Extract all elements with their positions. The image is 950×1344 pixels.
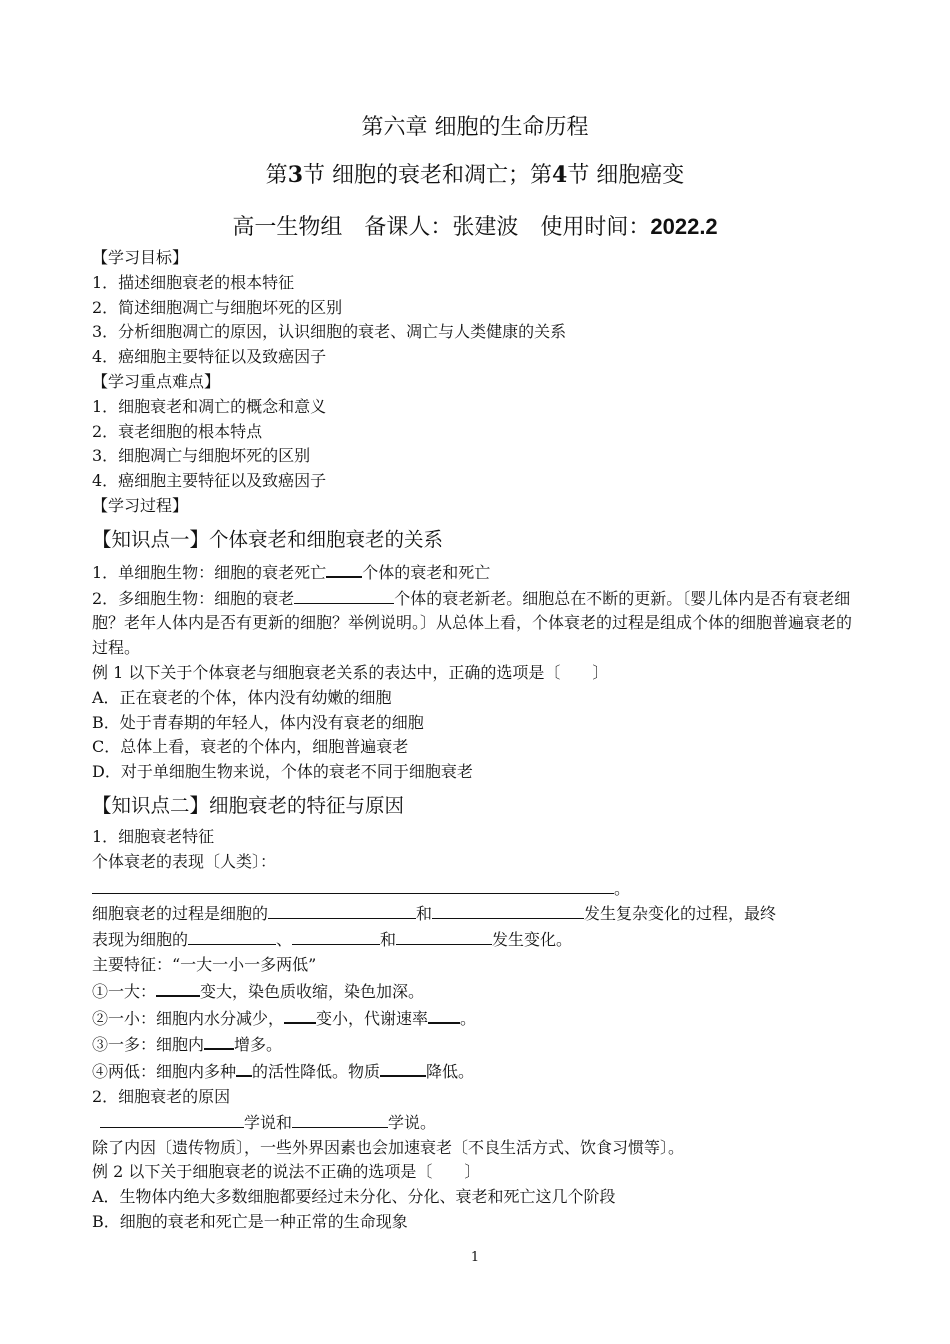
k2-process-line-1: 细胞衰老的过程是细胞的 和 发生复杂变化的过程，最终	[92, 901, 852, 927]
fill-blank[interactable]	[236, 1058, 252, 1077]
process-heading: 【学习过程】	[92, 495, 189, 515]
key-point-item: 1．细胞衰老和凋亡的概念和意义	[92, 396, 327, 416]
document-body	[92, 246, 852, 1235]
k2-external-factors: 除了内因〔遗传物质〕，一些外界因素也会加速衰老〔不良生活方式、饮食习惯等〕。	[92, 1137, 685, 1157]
goal-item: 3．分析细胞凋亡的原因，认识细胞的衰老、凋亡与人类健康的关系	[92, 322, 567, 342]
example-2-question: 例 2 以下关于细胞衰老的说法不正确的选项是〔 〕	[92, 1162, 481, 1182]
section-title-part: 节 细胞癌变	[567, 163, 685, 188]
page-number: 1	[470, 1250, 480, 1265]
k2-individual-aging: 个体衰老的表现〔人类〕：	[92, 851, 277, 871]
example-2-option[interactable]: A．生物体内绝大多数细胞都要经过未分化、分化、衰老和死亡这几个阶段	[92, 1187, 616, 1207]
example-1-option[interactable]: D．对于单细胞生物来说，个体的衰老不同于细胞衰老	[92, 762, 473, 782]
feature-2: ②一小：细胞内水分减少， 变小，代谢速率 。	[92, 1005, 852, 1032]
goal-item: 1．描述细胞衰老的根本特征	[92, 272, 295, 292]
goal-item: 2．简述细胞凋亡与细胞坏死的区别	[92, 297, 343, 317]
fill-blank[interactable]	[380, 1058, 426, 1077]
goal-item: 4．癌细胞主要特征以及致癌因子	[92, 347, 327, 367]
fill-blank[interactable]	[396, 927, 492, 945]
section-title-part: 第	[265, 163, 288, 188]
knowledge-point-1-heading: 【知识点一】个体衰老和细胞衰老的关系	[92, 527, 444, 551]
section-title-part: 节 细胞的衰老和凋亡；第	[303, 163, 552, 188]
k2-subheading-2: 2．细胞衰老的原因	[92, 1086, 231, 1106]
fill-blank[interactable]	[292, 1110, 388, 1128]
usage-date: 2022.2	[650, 214, 718, 239]
group-name: 高一生物组	[232, 215, 343, 240]
fill-blank[interactable]	[428, 1005, 460, 1024]
fill-blank[interactable]	[268, 901, 416, 919]
usage-label: 使用时间：	[540, 215, 651, 240]
document-meta	[0, 210, 950, 241]
preparer: 备课人：张建波	[364, 215, 519, 240]
knowledge-point-2-heading: 【知识点二】细胞衰老的特征与原因	[92, 793, 405, 817]
section-number: 3	[287, 162, 303, 188]
example-2-option[interactable]: B．细胞的衰老和死亡是一种正常的生命现象	[92, 1211, 408, 1231]
k2-answer-line: 。	[92, 875, 852, 902]
section-title	[0, 158, 950, 189]
k1-line-1: 1．单细胞生物：细胞的衰老死亡 个体的衰老和死亡	[92, 559, 852, 586]
key-point-item: 3．细胞凋亡与细胞坏死的区别	[92, 446, 311, 466]
key-point-item: 2．衰老细胞的根本特点	[92, 421, 263, 441]
fill-blank[interactable]	[326, 559, 362, 578]
example-1-question: 例 1 以下关于个体衰老与细胞衰老关系的表达中，正确的选项是〔 〕	[92, 662, 609, 682]
fill-blank[interactable]	[432, 901, 584, 919]
fill-blank[interactable]	[294, 586, 394, 604]
fill-blank[interactable]	[156, 978, 200, 997]
goals-heading: 【学习目标】	[92, 248, 189, 267]
fill-blank[interactable]	[188, 927, 276, 945]
feature-3: ③一多：细胞内 增多。	[92, 1031, 852, 1058]
feature-1: ①一大： 变大，染色质收缩，染色加深。	[92, 978, 852, 1005]
k1-line-2: 2．多细胞生物：细胞的衰老 个体的衰老新老。细胞总在不断的更新。〔婴儿体内是否有衰老细胞？老年人体内是否有更新的细胞？举例说明。〕从总体上看，个体衰老的过程是组成个体的细胞普遍衰老的过程。	[92, 586, 852, 661]
example-1-option[interactable]: A．正在衰老的个体，体内没有幼嫩的细胞	[92, 687, 392, 707]
fill-blank-line[interactable]	[92, 875, 614, 894]
example-1-option[interactable]: C．总体上看，衰老的个体内，细胞普遍衰老	[92, 737, 409, 757]
k2-main-features: 主要特征：“一大一小一多两低”	[92, 954, 317, 974]
fill-blank[interactable]	[284, 1005, 316, 1024]
k2-causes: 学说和 学说。	[92, 1110, 852, 1136]
fill-blank[interactable]	[204, 1031, 234, 1050]
feature-4: ④两低：细胞内多种 的活性降低。物质 降低。	[92, 1058, 852, 1085]
chapter-title: 第六章 细胞的生命历程	[361, 115, 589, 140]
section-number: 4	[552, 162, 568, 188]
k2-subheading-1: 1．细胞衰老特征	[92, 826, 215, 846]
example-1-option[interactable]: B．处于青春期的年轻人，体内没有衰老的细胞	[92, 712, 424, 732]
fill-blank[interactable]	[100, 1110, 244, 1128]
k2-process-line-2: 表现为细胞的 、 和 发生变化。	[92, 927, 852, 953]
key-points-heading: 【学习重点难点】	[92, 371, 221, 391]
fill-blank[interactable]	[292, 927, 380, 945]
key-point-item: 4．癌细胞主要特征以及致癌因子	[92, 471, 327, 491]
